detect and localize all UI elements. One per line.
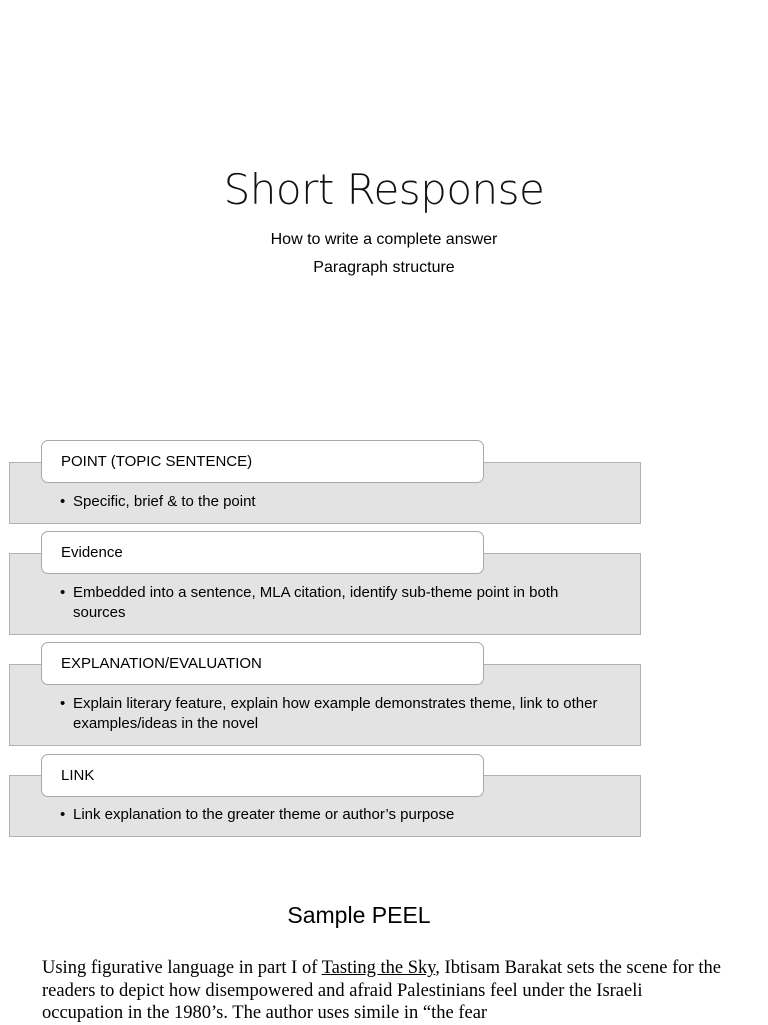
evidence-block-header	[41, 531, 484, 574]
page-title: Short Response	[223, 165, 545, 214]
link-block-header	[41, 754, 484, 797]
evidence-bullet-text: Embedded into a sentence, MLA citation, identify sub-theme point in both sources	[73, 584, 559, 621]
explanation-header-label: EXPLANATION/EVALUATION	[61, 655, 262, 672]
bullet-dot-icon: •	[60, 695, 66, 712]
sample-text-part1: Using figurative language in part I of	[42, 958, 322, 978]
point-block-header	[41, 440, 484, 483]
sample-paragraph	[42, 957, 722, 1025]
link-header-label: LINK	[61, 767, 95, 784]
point-bullet-text: Specific, brief & to the point	[73, 493, 256, 510]
link-bullet-text: Link explanation to the greater theme or author’s purpose	[73, 806, 455, 823]
sample-text-part2: , Ibtisam Barakat sets the scene for the readers to depict how disempowered and afraid Palestinians feel under the Israeli occupation in the 1980’s. The author uses simile in “the fear	[42, 958, 721, 1023]
bullet-dot-icon: •	[60, 806, 66, 823]
sample-heading: Sample PEEL	[287, 902, 431, 928]
point-bullet	[60, 492, 600, 512]
subtitle-structure: Paragraph structure	[313, 259, 455, 276]
evidence-header-label: Evidence	[61, 544, 123, 561]
book-title: Tasting the Sky	[321, 958, 436, 978]
explanation-bullet-text: Explain literary feature, explain how example demonstrates theme, link to other examples/ideas in the novel	[73, 695, 598, 732]
subtitle-answer: How to write a complete answer	[270, 231, 498, 248]
explanation-bullet	[60, 694, 600, 734]
explanation-block-header	[41, 642, 484, 685]
link-bullet	[60, 805, 600, 825]
evidence-bullet	[60, 583, 600, 623]
bullet-dot-icon: •	[60, 584, 66, 601]
bullet-dot-icon: •	[60, 493, 66, 510]
point-header-label: POINT (TOPIC SENTENCE)	[61, 453, 253, 470]
